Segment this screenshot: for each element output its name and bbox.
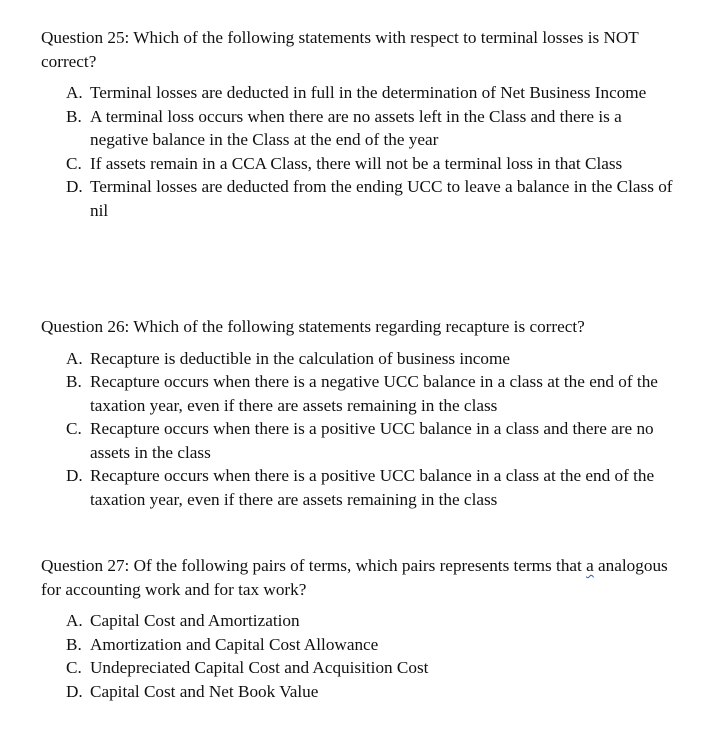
question-27-options [41, 609, 681, 703]
option-text: Recapture occurs when there is a positive UCC balance in a class at the end of the taxation year, even if there are assets remaining in the class [90, 466, 655, 509]
question-26-option-c [41, 417, 681, 464]
option-letter: C. [66, 153, 82, 173]
option-text: Capital Cost and Amortization [90, 611, 300, 630]
option-letter: C. [66, 658, 82, 677]
option-letter: B. [66, 634, 82, 654]
question-25-option-d [41, 175, 681, 222]
option-letter: C. [66, 419, 82, 438]
question-27-prompt-end: analogous for accounting work and for tax work? [41, 556, 668, 599]
question-26-prompt: Question 26: Which of the following statements regarding recapture is correct? [41, 317, 585, 336]
option-letter: B. [66, 372, 82, 391]
option-text: Recapture occurs when there is a negative UCC balance in a class at the end of the taxation year, even if there are assets remaining in the class [90, 372, 658, 415]
question-27 [41, 554, 681, 703]
question-26-option-a [41, 347, 681, 371]
option-text: Terminal losses are deducted in full in the determination of Net Business Income [90, 83, 647, 102]
option-text: Amortization and Capital Cost Allowance [90, 634, 379, 654]
option-letter: A. [66, 83, 83, 102]
question-26-option-d [41, 464, 681, 511]
question-25-option-b [41, 105, 681, 152]
question-27-prompt [41, 554, 681, 601]
option-text: Undepreciated Capital Cost and Acquisition Cost [90, 658, 429, 677]
question-27-option-a [41, 609, 681, 633]
option-letter: D. [66, 177, 83, 196]
spellcheck-flagged-word[interactable]: a [586, 556, 594, 575]
option-letter: D. [66, 681, 83, 701]
question-25-prompt: Question 25: Which of the following statements with respect to terminal losses is NOT correct? [41, 28, 639, 71]
question-25-option-c [41, 152, 681, 176]
option-letter: B. [66, 106, 82, 126]
option-text: Capital Cost and Net Book Value [90, 681, 319, 701]
question-27-option-b [41, 633, 681, 657]
question-27-prompt-start: Question 27: Of the following pairs of terms, which pairs represents terms that [41, 556, 582, 575]
question-26-options [41, 347, 681, 512]
option-text: Recapture occurs when there is a positive UCC balance in a class and there are no assets in the class [90, 419, 654, 462]
option-text: Recapture is deductible in the calculation of business income [90, 348, 511, 368]
question-25 [41, 26, 681, 222]
question-27-option-c [41, 656, 681, 680]
option-letter: A. [66, 611, 83, 630]
option-text: Terminal losses are deducted from the ending UCC to leave a balance in the Class of nil [90, 177, 673, 220]
question-25-option-a [41, 81, 681, 105]
question-26-option-b [41, 370, 681, 417]
option-text: A terminal loss occurs when there are no assets left in the Class and there is a negative balance in the Class at the end of the year [90, 106, 622, 149]
question-26 [41, 315, 681, 511]
question-27-option-d [41, 680, 681, 704]
question-25-options [41, 81, 681, 222]
option-letter: A. [66, 348, 83, 368]
option-text: If assets remain in a CCA Class, there will not be a terminal loss in that Class [90, 153, 623, 173]
option-letter: D. [66, 466, 83, 485]
